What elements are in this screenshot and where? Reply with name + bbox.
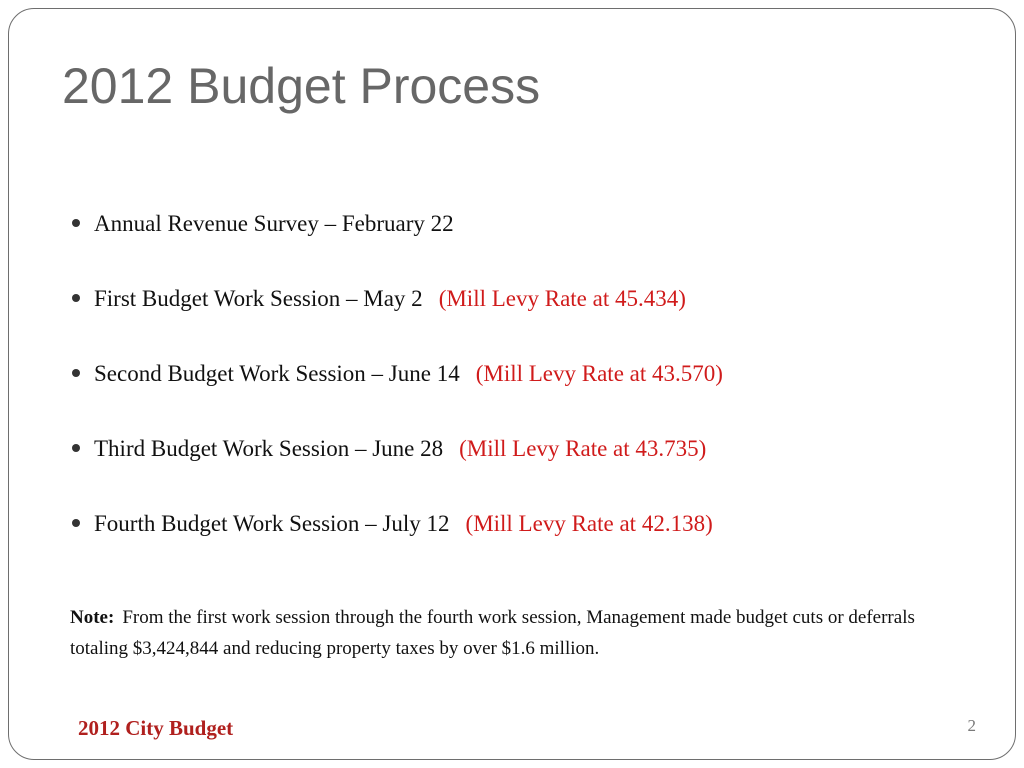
bullet-item-fourth-work-session — [72, 505, 723, 580]
bullet-icon — [72, 219, 80, 227]
footer-title: 2012 City Budget — [78, 716, 234, 740]
bullet-icon — [72, 294, 80, 302]
bullet-icon — [72, 369, 80, 377]
mill-levy-rate: (Mill Levy Rate at 43.570) — [475, 361, 723, 386]
bullet-icon — [72, 444, 80, 452]
bullet-item-third-work-session — [72, 430, 723, 505]
bullet-text: First Budget Work Session – May 2 — [94, 286, 423, 311]
bullet-text: Annual Revenue Survey – February 22 — [94, 211, 454, 236]
bullet-item-second-work-session — [72, 355, 723, 430]
mill-levy-rate: (Mill Levy Rate at 45.434) — [438, 286, 686, 311]
mill-levy-rate: (Mill Levy Rate at 42.138) — [465, 511, 713, 536]
note-label: Note: — [70, 607, 115, 628]
mill-levy-rate: (Mill Levy Rate at 43.735) — [459, 436, 707, 461]
bullet-item-first-work-session — [72, 280, 723, 355]
bullet-text: Second Budget Work Session – June 14 — [94, 361, 460, 386]
page-number: 2 — [967, 716, 976, 735]
bullet-text: Third Budget Work Session – June 28 — [94, 436, 444, 461]
bullet-icon — [72, 519, 80, 527]
note-paragraph — [70, 602, 970, 664]
slide-title: 2012 Budget Process — [62, 58, 541, 114]
bullet-list — [72, 205, 723, 580]
note-text: From the first work session through the fourth work session, Management made budget cuts or deferrals totaling $3,424,844 and reducing property taxes by over $1.6 million. — [70, 607, 915, 659]
bullet-item-annual-revenue-survey — [72, 205, 723, 280]
bullet-text: Fourth Budget Work Session – July 12 — [94, 511, 450, 536]
